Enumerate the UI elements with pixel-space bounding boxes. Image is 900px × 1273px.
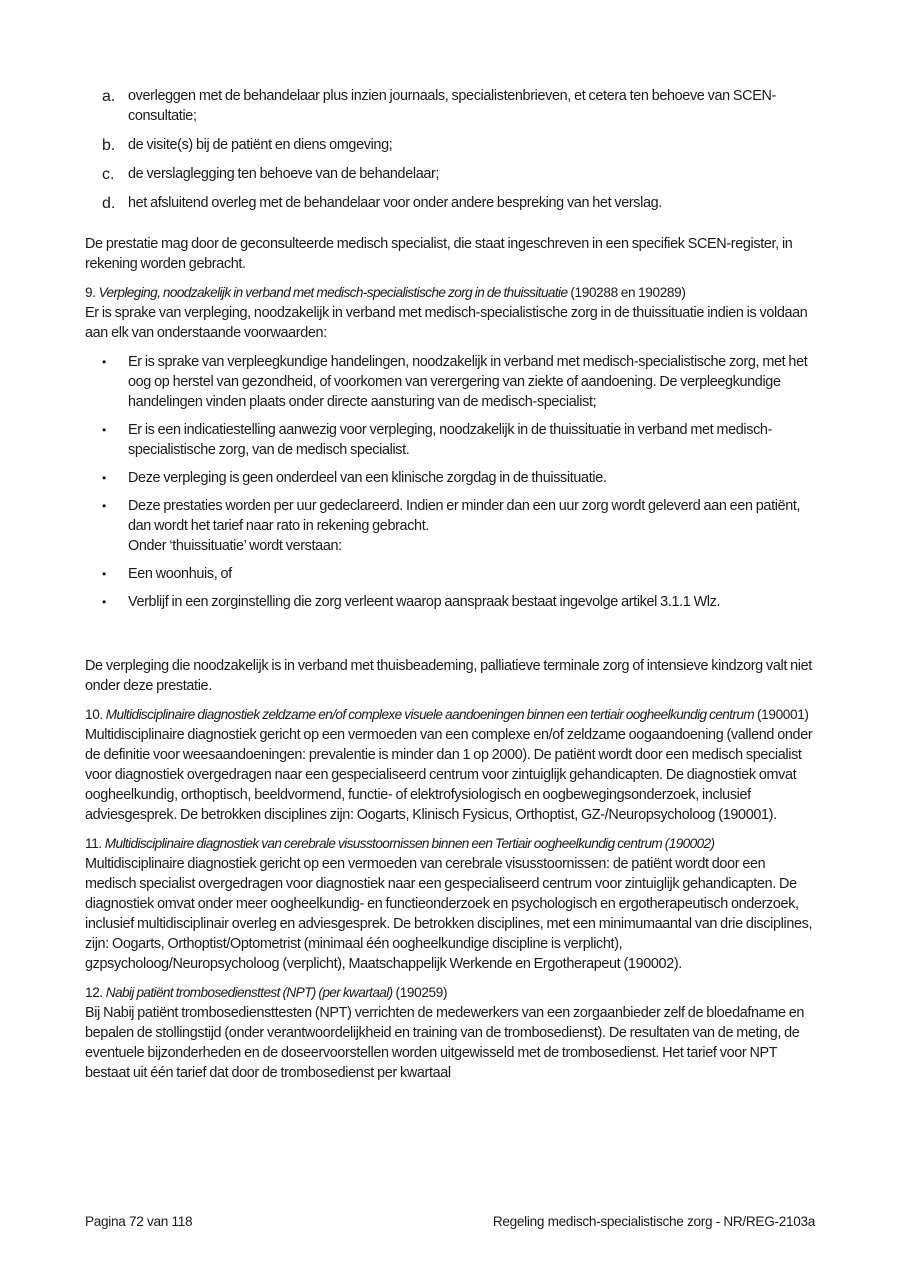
bullet-icon: • bbox=[102, 423, 106, 437]
bullet-item bbox=[85, 352, 815, 412]
list-item-text: de verslaglegging ten behoeve van de behandelaar; bbox=[128, 166, 440, 182]
list-marker: a. bbox=[102, 88, 116, 105]
bullet-icon: • bbox=[102, 595, 106, 609]
section-code: (190259) bbox=[395, 985, 448, 1000]
section-title: Multidisciplinaire diagnostiek zeldzame en/of complexe visuele aandoeningen binnen een tertiair oogheelkundig centrum bbox=[105, 707, 755, 722]
list-marker: b. bbox=[102, 137, 116, 154]
list-marker: d. bbox=[102, 195, 116, 212]
consultation-activities-list bbox=[85, 86, 815, 213]
bullet-text: Deze prestaties worden per uur gedeclareerd. Indien er minder dan een uur zorg wordt geleverd aan een patiënt, dan wordt het tarief naar rato in rekening gebracht. bbox=[128, 498, 801, 534]
bullet-icon: • bbox=[102, 471, 106, 485]
list-item-text: de visite(s) bij de patiënt en diens omgeving; bbox=[128, 137, 393, 153]
section-12-heading bbox=[85, 983, 815, 1003]
bullet-text: Verblijf in een zorginstelling die zorg verleent waarop aanspraak bestaat ingevolge artikel 3.1.1 Wlz. bbox=[128, 594, 721, 610]
list-item bbox=[85, 164, 815, 184]
list-item bbox=[85, 86, 815, 126]
page-number: Pagina 72 van 118 bbox=[85, 1214, 193, 1229]
section-11-body: Multidisciplinaire diagnostiek gericht op een vermoeden van cerebrale visusstoornissen: de patiënt wordt door een medisch specialist overgedragen voor diagnostiek naar een gespecialiseerd centrum voor zintuiglijk gehandicapten. De diagnostiek omvat onder meer oogheelkundig- en functieonderzoek en psychologisch en ergotherapeutisch onderzoek, inclusief multidisciplinair overleg en adviesgesprek. De betrokken disciplines, met een minimumaantal van drie disciplines, zijn: Oogarts, Orthoptist/Optometrist (minimaal één oogheelkundige discipline is verplicht), gzpsycholoog/Neuropsycholoog (verplicht), Maatschappelijk Werkende en Ergotherapeut (190002). bbox=[85, 856, 813, 972]
bullet-icon: • bbox=[102, 499, 106, 513]
bullet-item bbox=[85, 592, 815, 612]
bullet-item bbox=[85, 496, 815, 556]
document-reference: Regeling medisch-specialistische zorg - NR/REG-2103a bbox=[492, 1214, 815, 1229]
section-10-heading bbox=[85, 705, 815, 725]
bullet-item bbox=[85, 420, 815, 460]
section-number: 12. bbox=[85, 985, 103, 1000]
bullet-extra-text: Onder ‘thuissituatie’ wordt verstaan: bbox=[128, 538, 342, 554]
section-9-closing: De verpleging die noodzakelijk is in verband met thuisbeademing, palliatieve terminale zorg of intensieve kindzorg valt niet onder deze prestatie. bbox=[85, 658, 812, 694]
section-number: 10. bbox=[85, 707, 103, 722]
list-item bbox=[85, 135, 815, 155]
list-item-text: overleggen met de behandelaar plus inzien journaals, specialistenbrieven, et cetera ten behoeve van SCEN-consultatie; bbox=[128, 88, 776, 124]
section-title: Nabij patiënt trombosediensttest (NPT) (per kwartaal) bbox=[105, 985, 393, 1000]
section-title: Verpleging, noodzakelijk in verband met medisch-specialistische zorg in de thuissituatie bbox=[98, 285, 568, 300]
section-9-heading bbox=[85, 283, 815, 303]
bullet-text: Er is een indicatiestelling aanwezig voor verpleging, noodzakelijk in de thuissituatie in verband met medisch-specialistische zorg, van de medisch specialist. bbox=[128, 422, 773, 458]
bullet-icon: • bbox=[102, 567, 106, 581]
section-number: 9. bbox=[85, 285, 96, 300]
list-item-text: het afsluitend overleg met de behandelaar voor onder andere bespreking van het verslag. bbox=[128, 195, 662, 211]
bullet-item bbox=[85, 564, 815, 584]
section-9-conditions-list bbox=[85, 352, 815, 612]
bullet-icon: • bbox=[102, 355, 106, 369]
page-content bbox=[85, 86, 815, 1083]
list-item bbox=[85, 193, 815, 213]
bullet-text: Een woonhuis, of bbox=[128, 566, 232, 582]
scen-paragraph: De prestatie mag door de geconsulteerde medisch specialist, die staat ingeschreven in een specifiek SCEN-register, in rekening worden gebracht. bbox=[85, 236, 793, 272]
bullet-text: Deze verpleging is geen onderdeel van een klinische zorgdag in de thuissituatie. bbox=[128, 470, 607, 486]
section-9-intro: Er is sprake van verpleging, noodzakelijk in verband met medisch-specialistische zorg in de thuissituatie indien is voldaan aan elk van onderstaande voorwaarden: bbox=[85, 305, 808, 341]
section-code: (190288 en 190289) bbox=[570, 285, 686, 300]
list-marker: c. bbox=[102, 166, 115, 183]
bullet-text: Er is sprake van verpleegkundige handelingen, noodzakelijk in verband met medisch-specialistische zorg, met het oog op herstel van gezondheid, of voorkomen van verergering van ziekte of aandoening. De verpleegkundige handelingen vinden plaats onder directe aansturing van de medisch-specialist; bbox=[128, 354, 808, 410]
section-11-heading bbox=[85, 834, 815, 854]
section-title: Multidisciplinaire diagnostiek van cerebrale visusstoornissen binnen een Tertiair oogheelkundig centrum (190002) bbox=[104, 836, 715, 851]
section-number: 11. bbox=[85, 836, 102, 851]
page-footer bbox=[85, 1214, 815, 1229]
section-12-body: Bij Nabij patiënt trombosediensttesten (NPT) verrichten de medewerkers van een zorgaanbieder zelf de bloedafname en bepalen de stollingstijd (onder verantwoordelijkheid en training van de trombosedienst). De resultaten van de meting, de eventuele bijzonderheden en de doseervoorstellen worden uitgewisseld met de trombosedienst. Het tarief voor NPT bestaat uit één tarief dat door de trombosedienst per kwartaal bbox=[85, 1005, 805, 1081]
section-code: (190001) bbox=[756, 707, 809, 722]
bullet-item bbox=[85, 468, 815, 488]
section-10-body: Multidisciplinaire diagnostiek gericht op een vermoeden van een complexe en/of zeldzame oogaandoening (vallend onder de definitie voor weesaandoeningen: prevalentie is minder dan 1 op 2000). De patiënt wordt door een medisch specialist voor diagnostiek overgedragen naar een gespecialiseerd centrum voor zintuiglijk gehandicapten. De diagnostiek omvat oogheelkundig, orthoptisch, beeldvormend, functie- of elektrofysiologisch en oogbewegingsonderzoek, inclusief adviesgesprek. De betrokken disciplines zijn: Oogarts, Klinisch Fysicus, Orthoptist, GZ-/Neuropsycholoog (190001). bbox=[85, 727, 813, 823]
